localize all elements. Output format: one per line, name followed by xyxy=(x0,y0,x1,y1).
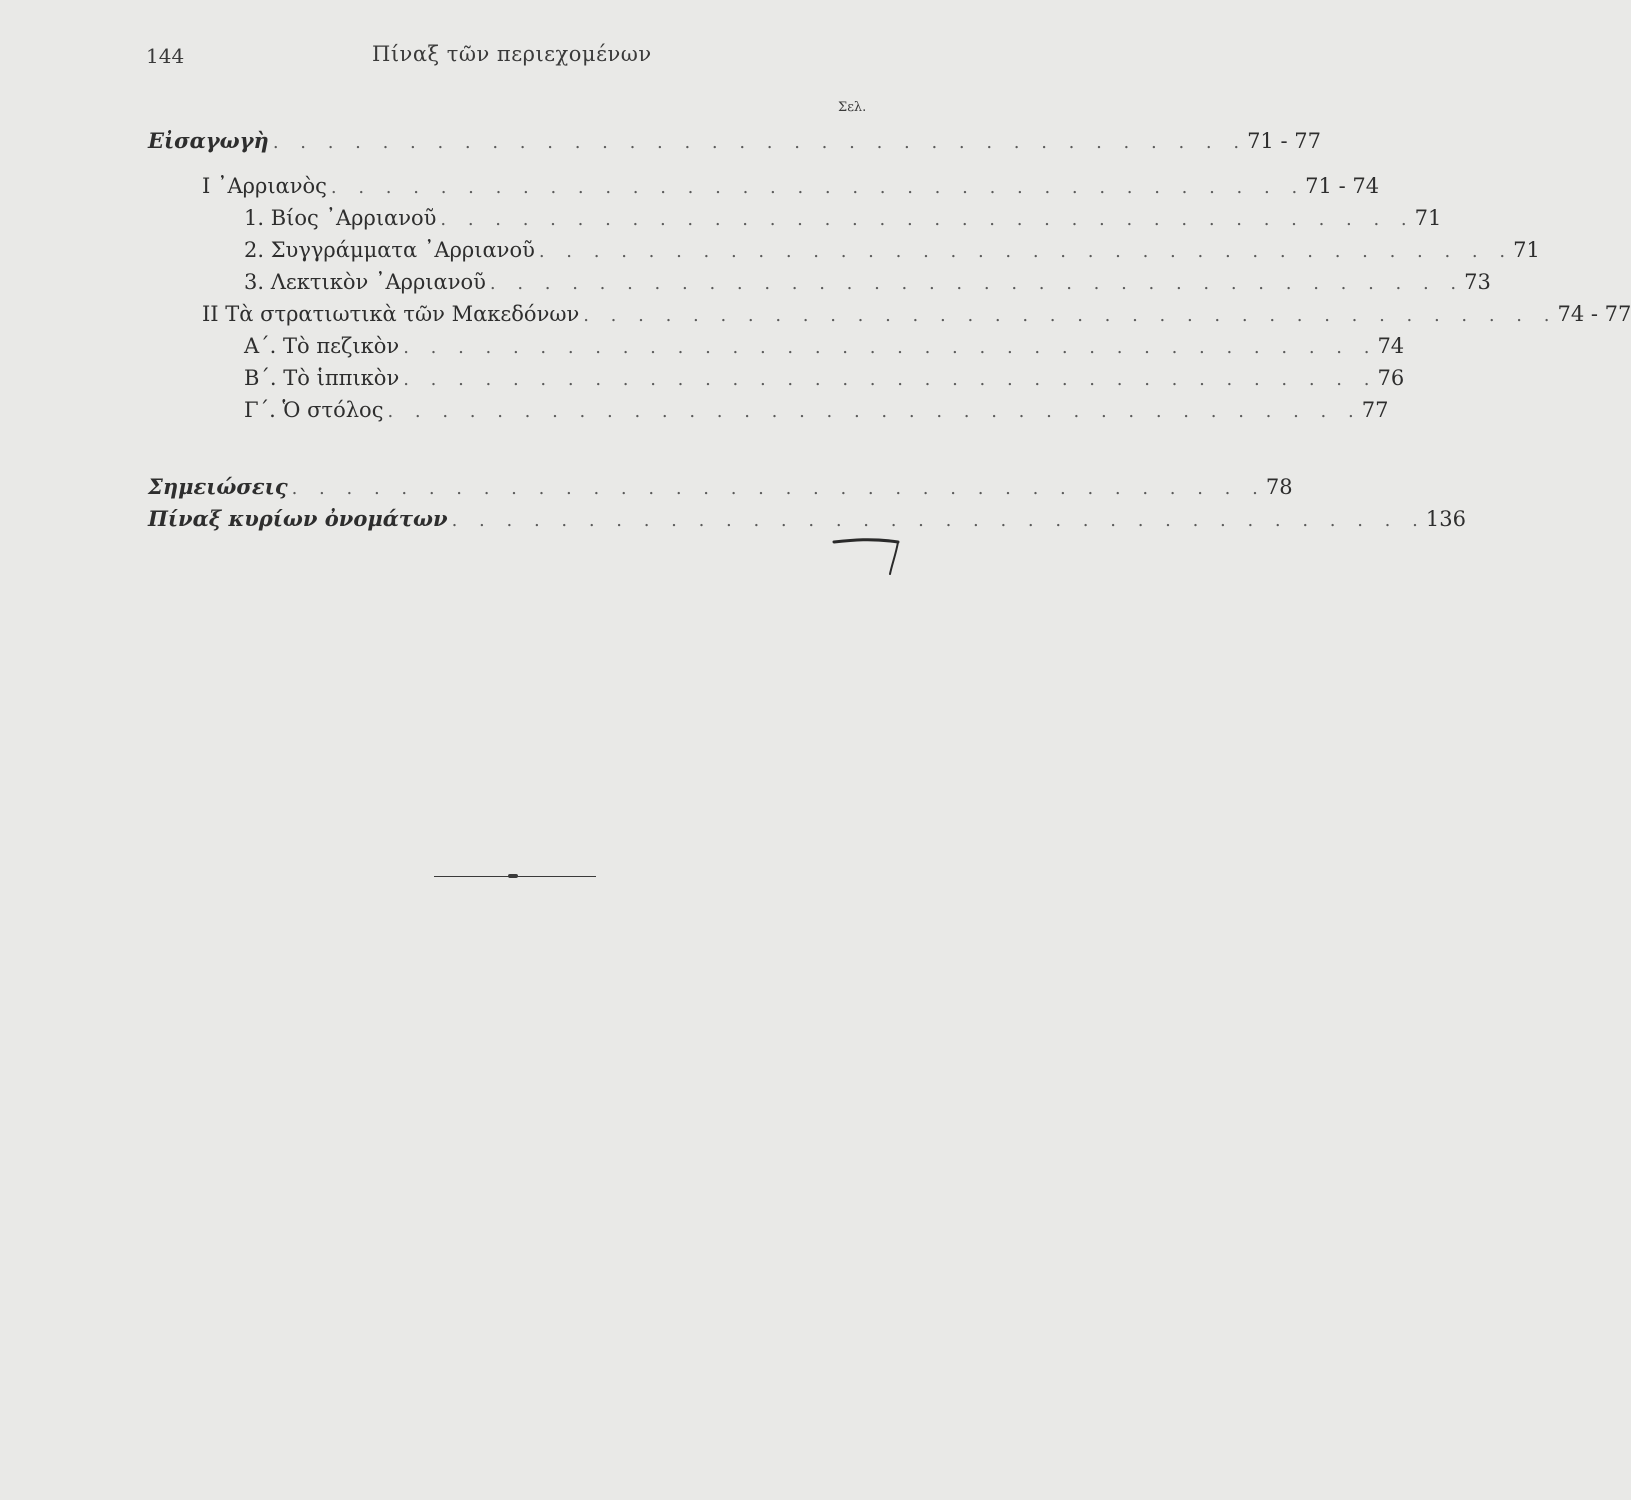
toc-entry-pages: 76 xyxy=(1377,366,1405,390)
page-column-label: Σελ. xyxy=(838,100,867,115)
pencil-mark xyxy=(832,534,902,594)
toc-entry-pages: 73 xyxy=(1464,270,1491,294)
toc-entry-lektikon xyxy=(244,270,1491,302)
toc-entry-syngrammata xyxy=(244,238,1540,270)
toc-entry-arrianos xyxy=(202,174,1380,206)
toc-entry-hippikon xyxy=(244,366,1405,398)
dot-leader: . . . . . . . . . . . . . . . . . . . . . . . . . . . . . . . . . . . . xyxy=(291,478,1266,499)
toc-entry-label: Γ΄. Ὁ στόλος xyxy=(244,398,384,422)
toc-entry-pages: 77 xyxy=(1361,398,1389,422)
toc-entry-label: Εἰσαγωγὴ xyxy=(148,128,269,153)
toc-entry-label: 2. Συγγράμματα ᾿Αρριανοῦ xyxy=(244,238,535,262)
toc-entry-introduction xyxy=(148,128,1321,160)
toc-entry-pages: 71 - 77 xyxy=(1247,129,1321,153)
toc-entry-label: I ᾿Αρριανὸς xyxy=(202,174,327,198)
dot-leader: . . . . . . . . . . . . . . . . . . . . . . . . . . . . . . . . . . . . xyxy=(387,401,1362,422)
dot-leader: . . . . . . . . . . . . . . . . . . . . . . . . . . . . . . . . . . . . xyxy=(440,209,1415,230)
toc-entry-pages: 74 xyxy=(1377,334,1405,358)
toc-entry-index xyxy=(148,506,1466,538)
toc-entry-stolos xyxy=(244,398,1389,430)
dot-leader: . . . . . . . . . . . . . . . . . . . . . . . . . . . . . . . . . . . . xyxy=(330,177,1306,198)
toc-entry-pages: 71 xyxy=(1414,206,1442,230)
toc-entry-bios xyxy=(244,206,1442,238)
end-ornament-dot xyxy=(508,874,518,878)
toc-entry-stratiotika xyxy=(202,302,1631,334)
dot-leader: . . . . . . . . . . . . . . . . . . . . . . . . . . . . . . . . . . . . xyxy=(583,305,1558,326)
toc-entry-notes xyxy=(148,474,1293,506)
toc-entry-pezikon xyxy=(244,334,1405,366)
dot-leader: . . . . . . . . . . . . . . . . . . . . . . . . . . . . . . . . . . . . xyxy=(272,132,1248,153)
toc-entry-pages: 78 xyxy=(1265,475,1293,499)
toc-entry-label: II Τὰ στρατιωτικὰ τῶν Μακεδόνων xyxy=(202,302,580,326)
page-number: 144 xyxy=(146,44,185,68)
toc-entry-pages: 136 xyxy=(1425,507,1466,531)
toc-entry-label: 3. Λεκτικὸν ᾿Αρριανοῦ xyxy=(244,270,486,294)
toc-entry-label: 1. Βίος ᾿Αρριανοῦ xyxy=(244,206,437,230)
toc-entry-pages: 74 - 77 xyxy=(1557,302,1631,326)
dot-leader: . . . . . . . . . . . . . . . . . . . . . . . . . . . . . . . . . . . . xyxy=(451,510,1426,531)
dot-leader: . . . . . . . . . . . . . . . . . . . . . . . . . . . . . . . . . . . . xyxy=(489,273,1465,294)
dot-leader: . . . . . . . . . . . . . . . . . . . . . . . . . . . . . . . . . . . . xyxy=(403,369,1378,390)
toc-entry-label: Σημειώσεις xyxy=(148,474,288,499)
dot-leader: . . . . . . . . . . . . . . . . . . . . . . . . . . . . . . . . . . . . xyxy=(538,241,1514,262)
dot-leader: . . . . . . . . . . . . . . . . . . . . . . . . . . . . . . . . . . . . xyxy=(403,337,1378,358)
toc-entry-pages: 71 xyxy=(1513,238,1540,262)
running-title: Πίναξ τῶν περιεχομένων xyxy=(372,42,652,66)
toc-entry-label: Α΄. Τὸ πεζικὸν xyxy=(244,334,400,358)
toc-entry-label: Β΄. Τὸ ἱππικὸν xyxy=(244,366,400,390)
toc-entry-label: Πίναξ κυρίων ὀνομάτων xyxy=(148,506,448,531)
toc-entry-pages: 71 - 74 xyxy=(1305,174,1380,198)
